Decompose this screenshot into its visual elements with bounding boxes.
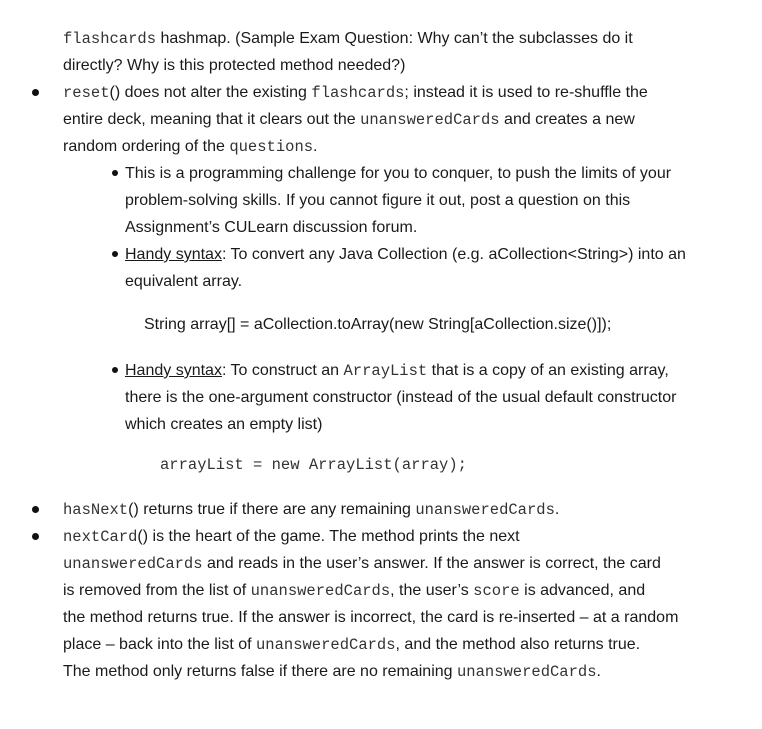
reset-line-2 (63, 106, 635, 133)
intro-line-2: directly? Why is this protected method needed?) (63, 57, 406, 74)
text-run: , and the method also returns true. (395, 636, 641, 653)
code-term: hasNext (63, 501, 129, 519)
text-run: : To construct an (221, 362, 344, 379)
text-run: and reads in the user’s answer. If the answer is correct, the card (202, 555, 661, 572)
code-term: unansweredCards (360, 111, 500, 129)
hasnext-line (63, 496, 559, 523)
text-run: entire deck, meaning that it clears out the (63, 111, 361, 128)
sub2-line-1 (125, 241, 686, 268)
intro-line-1 (63, 25, 633, 52)
nextcard-line-4: the method returns true. If the answer is incorrect, the card is re-inserted – at a random (63, 609, 679, 626)
text-run: . (554, 501, 560, 518)
text-run: . (596, 663, 601, 680)
nextcard-line-5 (63, 631, 640, 658)
bullet-dot (32, 506, 39, 513)
code-term: unansweredCards (415, 501, 555, 519)
sub-bullet-dot (112, 251, 118, 257)
sub-bullet-dot (112, 170, 118, 176)
text-run: is advanced, and (519, 582, 646, 599)
code-term: reset (63, 84, 110, 102)
text-run: hashmap. (Sample Exam Question: Why can’t the subclasses do it (156, 30, 633, 47)
text-run: that is a copy of an existing array, (427, 362, 669, 379)
code-term: ArrayList (343, 362, 428, 380)
code-term: unansweredCards (250, 582, 391, 600)
text-run: . (313, 138, 318, 155)
text-run: place – back into the list of (63, 636, 256, 653)
sub1-line-1: This is a programming challenge for you to conquer, to push the limits of your (125, 165, 672, 182)
sub1-line-3: Assignment’s CULearn discussion forum. (125, 219, 418, 236)
sub3-line-2: there is the one-argument constructor (instead of the usual default constructor (125, 389, 677, 406)
text-run: , the user’s (390, 582, 474, 599)
text-run: is removed from the list of (63, 582, 251, 599)
sub2-line-2: equivalent array. (125, 273, 243, 290)
code-term: questions (229, 138, 314, 156)
sub3-line-1 (125, 357, 669, 384)
nextcard-line-2 (63, 550, 661, 577)
text-run: random ordering of the (63, 138, 230, 155)
sub1-line-2: problem-solving skills. If you cannot figure it out, post a question on this (125, 192, 631, 209)
code-term: flashcards (63, 30, 157, 48)
code-term: nextCard (63, 528, 138, 546)
text-run: and creates a new (499, 111, 635, 128)
reset-line-3 (63, 133, 318, 160)
sub-bullet-dot (112, 367, 118, 373)
code-term: unansweredCards (256, 636, 396, 654)
text-run: The method only returns false if there are no remaining (63, 663, 457, 680)
nextcard-line-3 (63, 577, 645, 604)
text-run: : To convert any Java Collection (e.g. aCollection<String>) into an (221, 246, 686, 263)
syntax-example-arraylist: arrayList = new ArrayList(array); (160, 456, 467, 474)
code-term: score (473, 582, 520, 600)
handy-syntax-label: Handy syntax (125, 362, 222, 379)
text-run: () returns true if there are any remaining (128, 501, 416, 518)
code-term: flashcards (311, 84, 405, 102)
nextcard-line-6 (63, 658, 601, 685)
nextcard-line-1 (63, 523, 520, 550)
code-term: unansweredCards (456, 663, 597, 681)
bullet-dot (32, 533, 39, 540)
reset-line-1 (63, 79, 648, 106)
code-term: unansweredCards (63, 555, 203, 573)
text-run: ; instead it is used to re-shuffle the (404, 84, 648, 101)
text-run: () does not alter the existing (109, 84, 312, 101)
text-run: () is the heart of the game. The method prints the next (137, 528, 520, 545)
syntax-example-array: String array[] = aCollection.toArray(new String[aCollection.size()]); (144, 316, 612, 333)
handy-syntax-label: Handy syntax (125, 246, 222, 263)
sub3-line-3: which creates an empty list) (125, 416, 323, 433)
bullet-dot (32, 89, 39, 96)
